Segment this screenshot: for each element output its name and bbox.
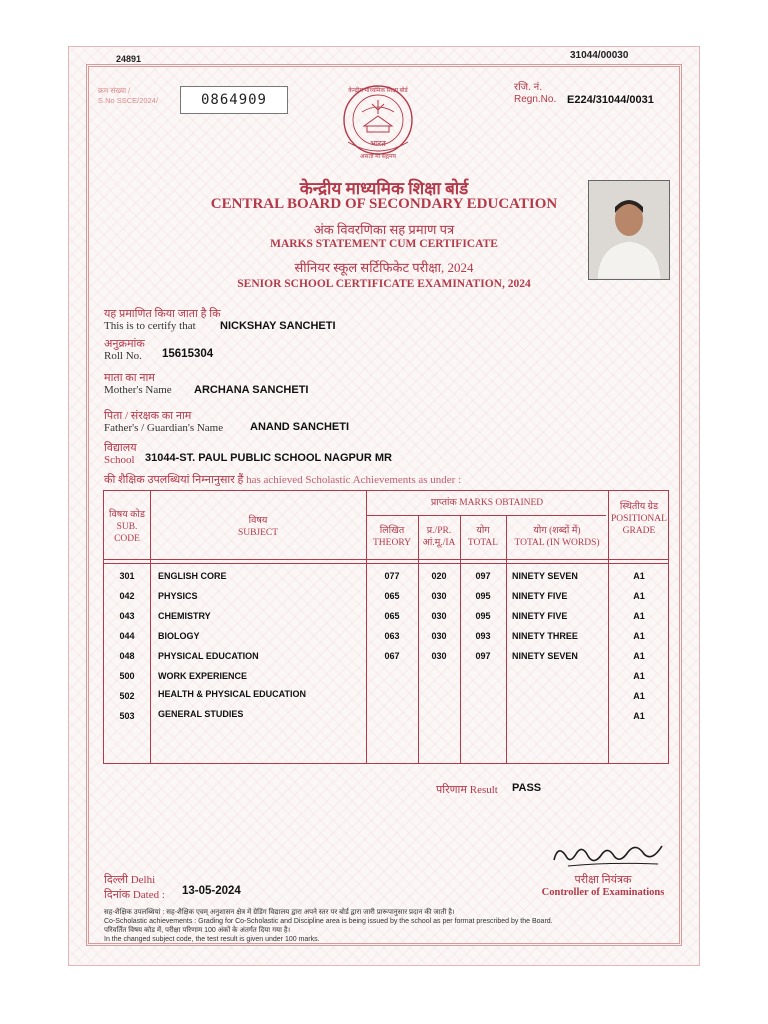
roll-label-hi: अनुक्रमांक [104,338,145,350]
result-value: PASS [512,782,542,794]
row-pr: 030 [431,591,447,601]
row-grade: A1 [633,651,645,661]
row-words: NINETY SEVEN [512,651,578,661]
row-grade: A1 [633,631,645,641]
header-total-en: TOTAL [467,538,499,548]
result-label-hi: परिणाम [436,784,467,796]
marks-table [103,490,669,764]
header-total [460,525,506,549]
row-theory: 077 [384,571,400,581]
issue-date: 13-05-2024 [182,885,241,897]
emblem-text-mid: भारत [370,139,386,148]
row-words: NINETY SEVEN [512,571,578,581]
serial-label-en: S.No SSCE/2024/ [98,96,159,105]
row-words: NINETY THREE [512,631,578,641]
row-total: 095 [475,611,491,621]
header-grade [608,501,670,537]
regn-label-en: Regn.No. [514,94,557,105]
regn-label [514,82,556,106]
header-code-en: SUB. CODE [114,522,140,544]
student-photo [588,180,670,280]
note1-hi: सह-शैक्षिक उपलब्धियां : सह-शैक्षिक एवम् अनुशासन क्षेत्र में ग्रेडिंग विद्यालय द्वारा अपने स्तर पर बोर्ड द्वारा जारी प्रारूपानुसार प्रदान की जाती है। [104,909,455,916]
controller-label-en: Controller of Examinations [541,887,665,898]
header-total-words [506,525,608,549]
row-code: 502 [119,691,135,701]
row-grade: A1 [633,711,645,721]
row-code: 048 [119,651,135,661]
row-pr: 030 [431,611,447,621]
emblem-text-top: केन्द्रीय माध्यमिक शिक्षा बोर्ड [348,88,408,94]
header-subject-en: SUBJECT [237,528,279,538]
date-en: Dated : [132,889,165,901]
row-grade: A1 [633,611,645,621]
place-en: Delhi [130,874,156,886]
roll-number: 15615304 [162,348,214,360]
father-label-hi: पिता / संरक्षक का नाम [104,410,192,422]
row-subject: CHEMISTRY [158,611,211,621]
header-marks-hi: प्राप्तांक [430,498,457,508]
father-name: ANAND SANCHETI [250,421,349,433]
place-hi: दिल्ली [104,874,128,886]
cert-title-hi: अंक विवरणिका सह प्रमाण पत्र [313,222,455,237]
row-subject: PHYSICAL EDUCATION [158,651,259,661]
row-words: NINETY FIVE [512,611,568,621]
achievement-hi: की शैक्षिक उपलब्धियां निम्नानुसार हैं [104,474,244,486]
note1-en: Co-Scholastic achievements : Grading for Co-Scholastic and Discipline area is being issued by the school as per format prescribed by the Board. [104,918,553,925]
board-title-en: CENTRAL BOARD OF SECONDARY EDUCATION [210,196,558,212]
mother-name: ARCHANA SANCHETI [194,384,309,396]
school-label-hi: विद्यालय [104,442,137,454]
header-subject-hi: विषय [248,516,268,526]
row-total: 097 [475,571,491,581]
certify-label-en: This is to certify that [104,320,196,332]
row-subject: BIOLOGY [158,631,200,641]
certify-label-hi: यह प्रमाणित किया जाता है कि [104,308,221,320]
row-pr: 020 [431,571,447,581]
row-subject: ENGLISH CORE [158,571,227,581]
header-marks-obtained [366,497,608,509]
serial-number: 0864909 [180,86,288,114]
row-total: 095 [475,591,491,601]
row-code: 503 [119,711,135,721]
controller-signature-icon [548,836,668,872]
header-theory-hi: लिखित [379,526,405,536]
row-pr: 030 [431,631,447,641]
serial-label-hi: क्रम संख्या / [98,86,131,95]
header-pr-hi: प्र./PR. [426,526,452,536]
row-subject: HEALTH & PHYSICAL EDUCATION [158,689,307,699]
row-grade: A1 [633,571,645,581]
header-subject [150,515,366,539]
top-right-code: 31044/00030 [570,50,629,61]
header-marks-en: MARKS OBTAINED [459,498,544,508]
exam-title-hi: सीनियर स्कूल सर्टिफिकेट परीक्षा, 2024 [294,260,474,275]
header-theory-en: THEORY [373,538,411,548]
header-grade-hi: स्थितीय ग्रेड [619,502,659,512]
row-code: 301 [119,571,135,581]
header-pr-en: आं.मू./IA [422,538,456,548]
serial-label [98,86,158,106]
row-subject: PHYSICS [158,591,198,601]
row-code: 043 [119,611,135,621]
row-theory: 067 [384,651,400,661]
header-theory [366,525,418,549]
mother-label-hi: माता का नाम [104,372,155,384]
header-total-hi: योग [476,526,490,536]
roll-label-en: Roll No. [104,350,142,362]
row-grade: A1 [633,671,645,681]
achievement-line [104,472,461,487]
place-line [104,872,155,887]
mother-label-en: Mother's Name [104,384,172,396]
controller-label-hi: परीक्षा नियंत्रक [574,874,632,886]
header-words-en: TOTAL (IN WORDS) [514,538,600,548]
header-words-hi: योग (शब्दों में) [533,526,581,536]
school-name: 31044-ST. PAUL PUBLIC SCHOOL NAGPUR MR [145,452,392,464]
row-grade: A1 [633,691,645,701]
row-words: NINETY FIVE [512,591,568,601]
row-total: 093 [475,631,491,641]
date-hi: दिनांक [104,889,131,901]
student-photo-image [589,181,669,279]
header-grade-en: POSITIONAL GRADE [611,514,667,536]
exam-title-en: SENIOR SCHOOL CERTIFICATE EXAMINATION, 2024 [237,278,531,290]
row-code: 044 [119,631,135,641]
header-pr [418,525,460,549]
result-line [436,782,498,797]
row-subject: WORK EXPERIENCE [158,671,248,681]
regn-number: E224/31044/0031 [567,94,654,106]
footer-notes [104,908,674,944]
school-label-en: School [104,454,135,466]
row-total: 097 [475,651,491,661]
row-theory: 063 [384,631,400,641]
regn-label-hi: रजि. नं. [514,82,542,93]
result-label-en: Result [469,784,498,796]
father-label-en: Father's / Guardian's Name [104,422,224,434]
row-code: 042 [119,591,135,601]
note2-en: In the changed subject code, the test result is given under 100 marks. [104,936,320,943]
student-name: NICKSHAY SANCHETI [220,320,336,332]
row-theory: 065 [384,611,400,621]
note2-hi: परिवर्तित विषय कोड में, परीक्षा परिणाम 100 अंकों के अंतर्गत दिया गया है। [104,927,291,934]
row-grade: A1 [633,591,645,601]
date-line [104,887,165,902]
row-code: 500 [119,671,135,681]
achievement-en: has achieved Scholastic Achievements as under : [246,474,462,486]
row-pr: 030 [431,651,447,661]
emblem-text-bottom: असतो मा सद्गमय [359,154,397,160]
row-theory: 065 [384,591,400,601]
board-title-hi: केन्द्रीय माध्यमिक शिक्षा बोर्ड [299,179,469,198]
cert-title-en: MARKS STATEMENT CUM CERTIFICATE [270,238,498,250]
header-sub-code [104,509,150,545]
top-left-code: 24891 [116,54,142,64]
row-subject: GENERAL STUDIES [158,709,244,719]
header-code-hi: विषय कोड [109,510,145,520]
